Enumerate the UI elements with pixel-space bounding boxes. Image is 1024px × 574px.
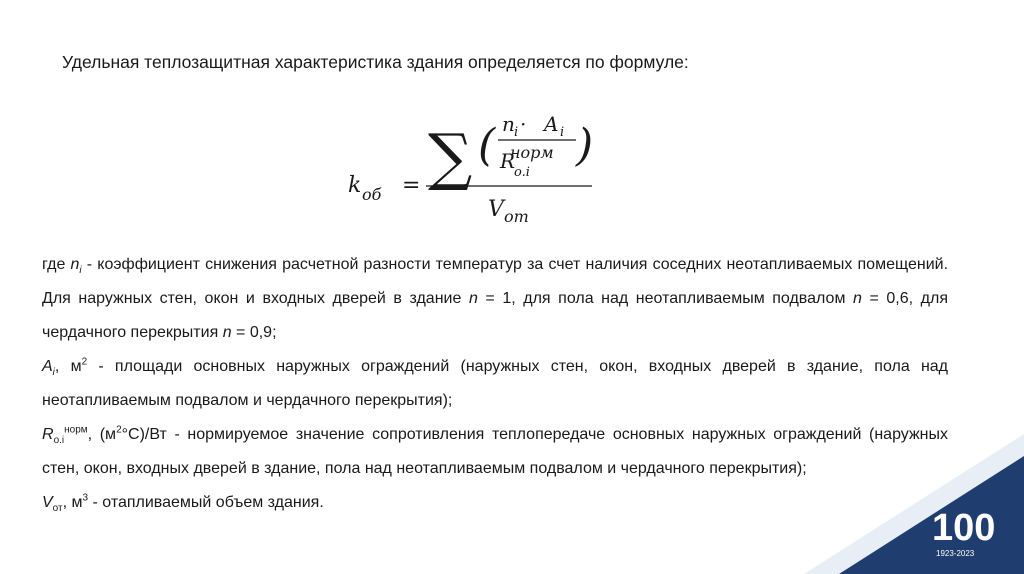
formula-v: V xyxy=(488,197,504,222)
unit-r-sup: 2 xyxy=(116,424,122,436)
definition-r-text: - нормируемое значение сопротивления теплопередаче основных наружных ограждений (наружных стен, окон, входных дверей в здание, пола над неотапливаемым подвалом и чердачного перекрытия); xyxy=(42,426,949,477)
unit-v: , м xyxy=(62,494,83,511)
formula-r-sub: o.i xyxy=(514,165,530,180)
var-r-sup: норм xyxy=(64,424,88,436)
definition-a-text: - площади основных наружных ограждений (наружных стен, окон, входных дверей в здание, пола над неотапливаемым подвалом и чердачного перекрытия); xyxy=(42,358,949,409)
var-n: n xyxy=(70,256,80,273)
formula-a-sub: i xyxy=(560,125,565,140)
definition-n-text: - коэффициент снижения расчетной разности температур за счет наличия соседних неотапливаемых помещений. Для наружных стен, окон и входных дверей в здание xyxy=(42,256,949,307)
logo-corner xyxy=(764,394,1024,574)
formula-dot: · xyxy=(520,112,527,136)
unit-a-sup: 2 xyxy=(81,356,88,368)
logo-years: 1923-2023 xyxy=(936,549,975,558)
unit-r-a: , (м xyxy=(87,426,117,443)
formula-equals: = xyxy=(402,173,421,198)
value-n-3: = 0,9; xyxy=(231,324,277,341)
formula-a: A xyxy=(544,112,559,136)
var-v: V xyxy=(42,494,53,511)
var-r: R xyxy=(42,426,54,443)
var-a-sub: i xyxy=(52,367,55,379)
var-v-sub: от xyxy=(52,503,63,515)
formula xyxy=(340,98,610,228)
formula-v-sub: от xyxy=(504,207,529,226)
logo-number: 100 xyxy=(932,507,996,549)
formula-paren-close: ) xyxy=(576,120,594,171)
var-n-1: n xyxy=(468,290,478,307)
corner-decoration xyxy=(764,394,1024,574)
unit-a: , м xyxy=(54,358,82,375)
unit-v-sup: 3 xyxy=(82,492,89,504)
slide-heading: Удельная теплозащитная характеристика здания определяется по формуле: xyxy=(62,52,689,72)
formula-sum-symbol: ∑ xyxy=(428,120,473,193)
definition-n xyxy=(42,248,948,350)
definition-intro: где xyxy=(42,256,71,273)
formula-n: n xyxy=(502,112,515,136)
definition-v-text: - отапливаемый объем здания. xyxy=(88,494,324,511)
formula-lhs-var: k xyxy=(348,173,362,198)
formula-r: R xyxy=(500,149,516,173)
formula-lhs-sub: об xyxy=(362,185,382,204)
var-n-3: n xyxy=(222,324,232,341)
formula-n-sub: i xyxy=(514,125,519,140)
unit-r-b: °С)/Вт xyxy=(121,426,167,443)
value-n-2: = 0,6, для чердачного перекрытия xyxy=(42,290,948,341)
formula-paren-open: ( xyxy=(478,120,496,171)
formula-graphic xyxy=(340,98,610,228)
var-a: A xyxy=(42,358,53,375)
var-n-2: n xyxy=(853,290,862,307)
value-n-1: = 1, для пола над неотапливаемым подвалом xyxy=(477,290,854,307)
var-r-sub: о.i xyxy=(53,435,65,447)
formula-r-sup: норм xyxy=(510,143,554,162)
var-n-sub: i xyxy=(79,265,82,277)
